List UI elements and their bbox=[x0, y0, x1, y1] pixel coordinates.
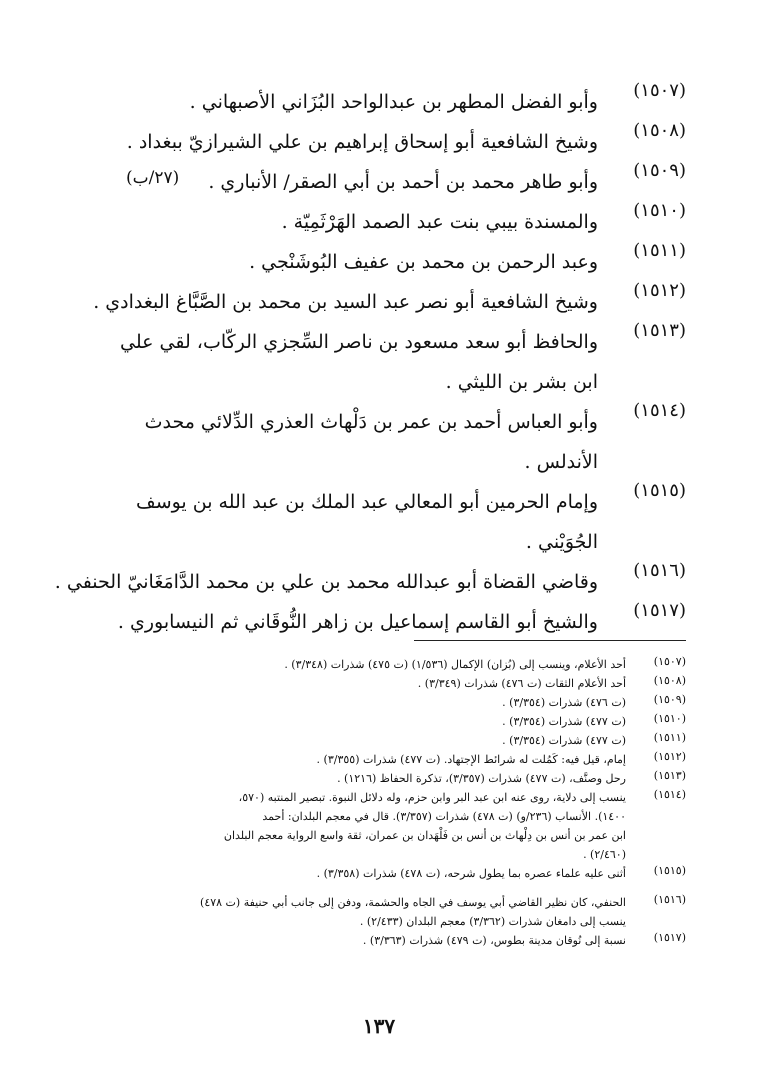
entry-text: وعبد الرحمن بن محمد بن عفيف البُوشَنْجي . bbox=[249, 251, 598, 273]
footnote-number: (١٥١٠) bbox=[653, 712, 686, 725]
entry-number: (١٥١٧) bbox=[633, 600, 686, 621]
entry-text: والشيخ أبو القاسم إسماعيل بن زاهر النُّوقَاني ثم النيسابوري . bbox=[117, 611, 598, 633]
entry-1510 bbox=[126, 202, 686, 242]
main-text bbox=[54, 80, 686, 642]
entry-1514 bbox=[126, 402, 686, 482]
entry-number: (١٥٠٧) bbox=[633, 80, 686, 101]
entry-number: (١٥١٥) bbox=[633, 480, 686, 501]
entry-text: والحافظ أبو سعد مسعود بن ناصر السِّجزي الركّاب، لقي علي bbox=[120, 331, 598, 353]
footnote bbox=[126, 864, 686, 883]
footnote bbox=[126, 893, 686, 931]
footnote-number: (١٥١١) bbox=[653, 731, 686, 744]
footnote bbox=[126, 788, 686, 864]
footnote bbox=[126, 674, 686, 693]
footnote-text: ينسب إلى دلاية، روى عنه ابن عبد البر وابن حزم، وله دلائل النبوة. تبصير المنتبه (٥٧٠، bbox=[238, 791, 626, 804]
footnote-number: (١٥١٥) bbox=[653, 864, 686, 877]
footnote-number: (١٥١٢) bbox=[653, 750, 686, 763]
entry-text-continued: ابن بشر بن الليثي . bbox=[445, 371, 598, 393]
footnote bbox=[126, 931, 686, 950]
entry-1507 bbox=[126, 82, 686, 122]
footnote-text: نسبة إلى نُوقان مدينة بطوس، (ت ٤٧٩) شذرات (٣/٣٦٣) . bbox=[362, 934, 626, 947]
manuscript-folio-marker: (٢٧/ب) bbox=[126, 168, 180, 188]
entry-number: (١٥١٠) bbox=[633, 200, 686, 221]
footnote-text: أثنى عليه علماء عصره بما يطول شرحه، (ت ٤٧٨) شذرات (٣/٣٥٨) . bbox=[316, 867, 626, 880]
entry-number: (١٥١١) bbox=[633, 240, 686, 261]
entry-1516 bbox=[54, 560, 686, 602]
entry-1517 bbox=[117, 600, 686, 642]
footnote-number: (١٥٠٧) bbox=[653, 655, 686, 668]
entry-text: وإمام الحرمين أبو المعالي عبد الملك بن عبد الله بن يوسف bbox=[136, 491, 598, 513]
footnote-text: ابن عمر بن أنس بن دِلْهاث بن أنس بن فَلْهَدان بن عمران، ثقة واسع الرواية معجم البلدان bbox=[223, 829, 626, 842]
footnote-text: (ت ٤٧٧) شذرات (٣/٣٥٤) . bbox=[502, 715, 626, 728]
entry-number: (١٥١٦) bbox=[633, 560, 686, 581]
footnote-text: إمام، قيل فيه: كَمُلت له شرائط الإجتهاد. (ت ٤٧٧) شذرات (٣/٣٥٥) . bbox=[316, 753, 626, 766]
entry-1513 bbox=[120, 320, 686, 402]
entry-1515 bbox=[126, 482, 686, 562]
footnote-number: (١٥١٤) bbox=[653, 788, 686, 801]
entry-number: (١٥٠٩) bbox=[633, 160, 686, 181]
entry-1512 bbox=[93, 280, 686, 322]
footnote-text: ينسب إلى دامغان شذرات (٣/٣٦٢) معجم البلدان (٢/٤٣٣) . bbox=[359, 915, 626, 928]
footnote bbox=[126, 731, 686, 750]
entry-number: (١٥١٢) bbox=[633, 280, 686, 301]
entry-text: وشيخ الشافعية أبو إسحاق إبراهيم بن علي الشيرازيّ ببغداد . bbox=[126, 131, 598, 153]
footnote bbox=[126, 693, 686, 712]
entry-text-continued: الجُوَيْني . bbox=[525, 531, 598, 553]
entry-text: وقاضي القضاة أبو عبدالله محمد بن علي بن محمد الدَّامَغَانيّ الحنفي . bbox=[54, 571, 598, 593]
footnote-number: (١٥٠٩) bbox=[653, 693, 686, 706]
footnote-number: (١٥١٧) bbox=[653, 931, 686, 944]
entry-text: وأبو الفضل المطهر بن عبدالواحد البُزَاني الأصبهاني . bbox=[189, 91, 598, 113]
footnote-text: (٢/٤٦٠) . bbox=[583, 848, 626, 861]
footnote-text: الحنفي، كان نظير القاضي أبي يوسف في الجاه والحشمة، ودفن إلى جانب أبي حنيفة (ت ٤٧٨) bbox=[200, 896, 626, 909]
footnote-number: (١٥٠٨) bbox=[653, 674, 686, 687]
footnote-text: (ت ٤٧٦) شذرات (٣/٣٥٤) . bbox=[502, 696, 626, 709]
entry-text: وشيخ الشافعية أبو نصر عبد السيد بن محمد بن الصَّبَّاغ البغدادي . bbox=[93, 291, 598, 313]
entry-text-continued: الأندلس . bbox=[524, 451, 598, 473]
footnote bbox=[126, 712, 686, 731]
entry-text: وأبو العباس أحمد بن عمر بن دَلْهاث العذري الدِّلائي محدث bbox=[144, 411, 598, 433]
entry-text: وأبو طاهر محمد بن أحمد بن أبي الصقر/ الأنباري . bbox=[208, 171, 598, 193]
footnote-text: أحد الأعلام، وينسب إلى (بُزان) الإكمال (١/٥٣٦) (ت ٤٧٥) شذرات (٣/٣٤٨) . bbox=[284, 658, 626, 671]
footnote-text: (ت ٤٧٧) شذرات (٣/٣٥٤) . bbox=[502, 734, 626, 747]
footnote-text: رحل وصنَّف، (ت ٤٧٧) شذرات (٣/٣٥٧)، تذكرة الحفاظ (١٢١٦) . bbox=[337, 772, 626, 785]
footnote bbox=[126, 750, 686, 769]
entry-text: والمسندة بيبي بنت عبد الصمد الهَرْثَمِيّة . bbox=[281, 211, 598, 233]
entry-1511 bbox=[126, 242, 686, 282]
footnote-text: أحد الأعلام الثقات (ت ٤٧٦) شذرات (٣/٣٤٩) . bbox=[417, 677, 626, 690]
page-number: ١٣٧ bbox=[362, 1014, 396, 1038]
entry-number: (١٥٠٨) bbox=[633, 120, 686, 141]
footnote bbox=[126, 769, 686, 788]
footnote-number: (١٥١٦) bbox=[653, 893, 686, 906]
entry-number: (١٥١٣) bbox=[633, 320, 686, 341]
footnote bbox=[126, 655, 686, 674]
entry-1509 bbox=[126, 162, 686, 202]
footnotes bbox=[126, 655, 686, 950]
footnote-separator bbox=[414, 640, 686, 641]
footnote-text: ١٤٠٠). الأنساب (٢٣٦/و) (ت ٤٧٨) شذرات (٣/٣٥٧). قال في معجم البلدان: أحمد bbox=[262, 810, 626, 823]
footnote-number: (١٥١٣) bbox=[653, 769, 686, 782]
entry-number: (١٥١٤) bbox=[633, 400, 686, 421]
entry-1508 bbox=[126, 122, 686, 162]
